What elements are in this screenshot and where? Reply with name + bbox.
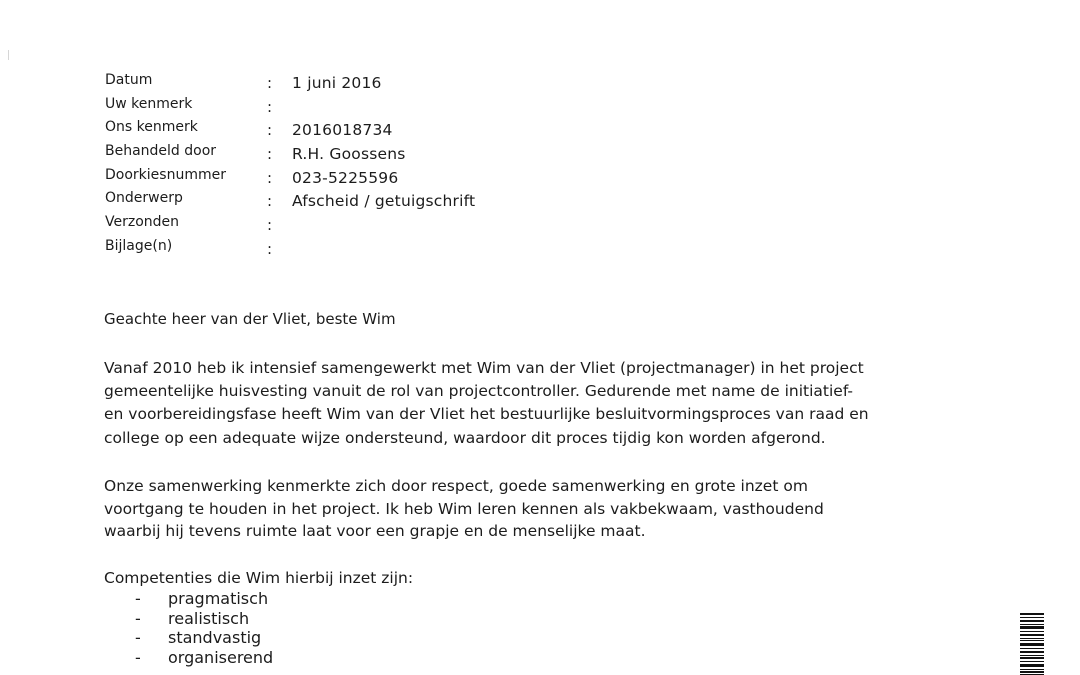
paragraph-line: college op een adequate wijze ondersteund, waardoor dit proces tijdig kon worden afgerond. xyxy=(104,428,826,447)
meta-value: R.H. Goossens xyxy=(292,145,406,164)
meta-label: Datum xyxy=(105,72,153,88)
meta-label: Uw kenmerk xyxy=(105,95,193,112)
list-dash: - xyxy=(135,628,141,647)
paragraph-2 xyxy=(104,475,824,543)
meta-colon: : xyxy=(267,192,273,211)
meta-value: 2016018734 xyxy=(292,121,393,140)
paragraph-line: Onze samenwerking kenmerkte zich door respect, goede samenwerking en grote inzet om xyxy=(104,477,808,495)
meta-colon: : xyxy=(267,239,273,258)
list-item xyxy=(135,609,273,629)
meta-label: Ons kenmerk xyxy=(105,119,198,136)
meta-label: Verzonden xyxy=(105,214,180,231)
competencies-list xyxy=(135,589,273,667)
meta-colon: : xyxy=(267,121,273,140)
meta-label: Bijlage(n) xyxy=(105,237,173,254)
list-item xyxy=(135,648,273,668)
meta-value: 023-5225596 xyxy=(292,168,399,187)
meta-colon: : xyxy=(267,145,273,164)
scan-mark xyxy=(8,50,9,60)
paragraph-line: voortgang te houden in het project. Ik heb Wim leren kennen als vakbekwaam, vasthoudend xyxy=(104,499,824,518)
list-item-text: organiserend xyxy=(168,647,274,667)
barcode-icon xyxy=(1020,613,1044,675)
paragraph-line: Vanaf 2010 heb ik intensief samengewerkt met Wim van der Vliet (projectmanager) in het project xyxy=(104,359,864,377)
list-item xyxy=(135,628,273,648)
paragraph-1 xyxy=(104,357,869,450)
paragraph-line: en voorbereidingsfase heeft Wim van der Vliet het bestuurlijke besluitvormingsproces van raad en xyxy=(104,405,869,424)
meta-label: Doorkiesnummer xyxy=(105,166,226,183)
list-item-text: realistisch xyxy=(168,608,250,628)
list-item-text: standvastig xyxy=(168,628,262,647)
salutation: Geachte heer van der Vliet, beste Wim xyxy=(104,310,396,328)
meta-value: Afscheid / getuigschrift xyxy=(292,192,476,211)
list-dash: - xyxy=(135,608,141,628)
meta-colon: : xyxy=(267,216,273,235)
paragraph-line: gemeentelijke huisvesting vanuit de rol van projectcontroller. Gedurende met name de initiatief- xyxy=(104,382,854,401)
list-dash: - xyxy=(135,589,141,608)
list-item xyxy=(135,589,273,609)
meta-colon: : xyxy=(267,97,273,116)
list-dash: - xyxy=(135,647,141,667)
paragraph-3: Competenties die Wim hierbij inzet zijn: xyxy=(104,569,414,587)
paragraph-line: waarbij hij tevens ruimte laat voor een grapje en de menselijke maat. xyxy=(104,522,646,541)
meta-label: Behandeld door xyxy=(105,143,217,160)
meta-label: Onderwerp xyxy=(105,190,183,207)
meta-value: 1 juni 2016 xyxy=(292,74,382,92)
meta-colon: : xyxy=(267,168,273,187)
meta-colon: : xyxy=(267,74,273,92)
list-item-text: pragmatisch xyxy=(168,589,269,608)
